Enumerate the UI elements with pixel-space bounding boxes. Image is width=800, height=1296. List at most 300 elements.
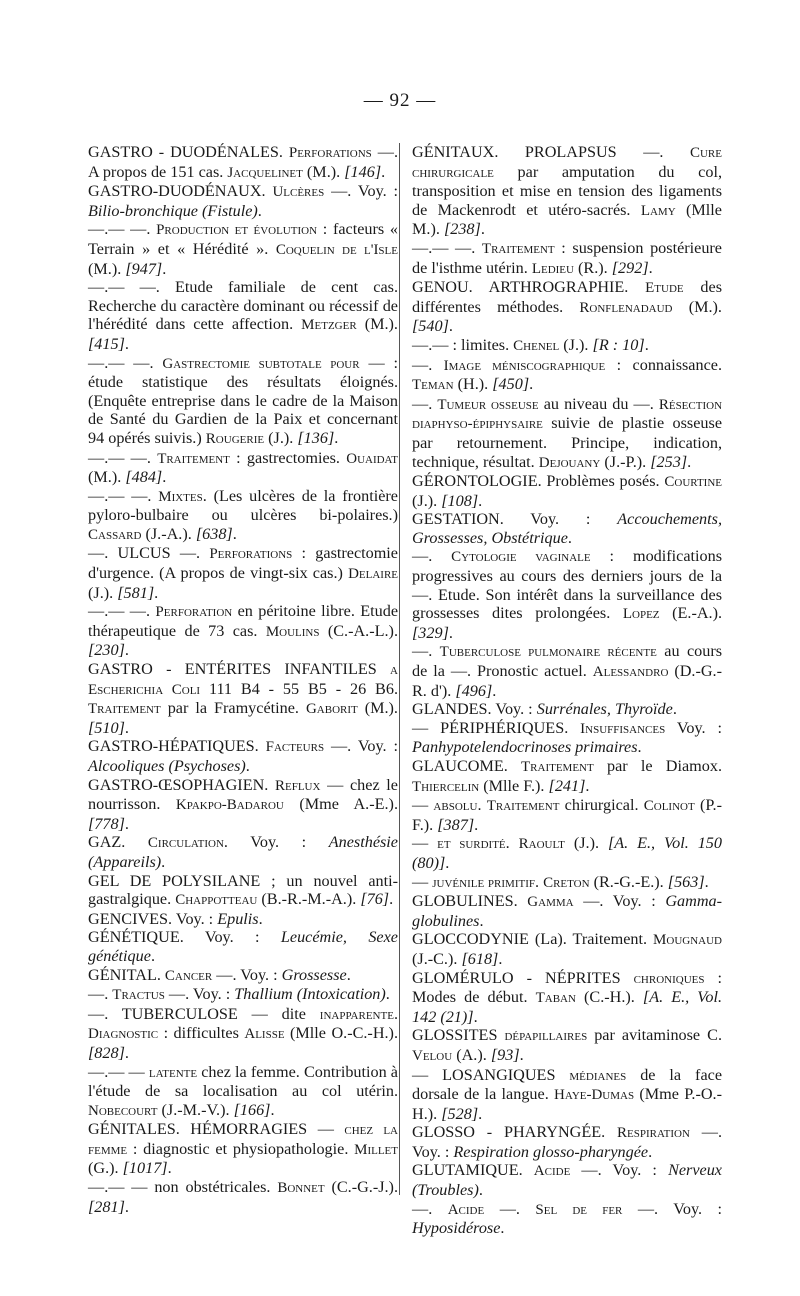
entry-text: : difficultes bbox=[158, 1024, 245, 1043]
entry-smallcaps-text: Ronflenadaud bbox=[579, 299, 673, 316]
entry-smallcaps-text: Tuberculose pulmonaire récente bbox=[439, 644, 657, 661]
index-entry bbox=[88, 602, 398, 660]
entry-text: . bbox=[480, 220, 485, 239]
entry-smallcaps-text: chroniques bbox=[633, 970, 705, 987]
index-entry bbox=[88, 449, 398, 487]
entry-text: . bbox=[567, 528, 572, 547]
entry-italic-text: Anesthésie (Appareils) bbox=[88, 833, 398, 871]
entry-smallcaps-text: Perforations bbox=[209, 546, 293, 563]
entry-text: . bbox=[124, 1043, 129, 1062]
page-number: — 92 — bbox=[363, 90, 437, 111]
entry-text: . bbox=[529, 375, 534, 394]
entry-text: . bbox=[162, 259, 167, 278]
entry-smallcaps-text: Courtine bbox=[664, 474, 722, 491]
entry-text: (C.-A.-L.). bbox=[319, 621, 398, 640]
entry-smallcaps-text: Sel de fer bbox=[535, 1201, 623, 1218]
entry-text: . bbox=[478, 1104, 483, 1123]
entry-heading: GASTRO-ŒSOPHAGIEN. bbox=[88, 775, 275, 794]
entry-text: —. Voy. : bbox=[570, 1161, 669, 1180]
entry-text: . bbox=[124, 641, 129, 660]
entry-heading: GASTRO-HÉPATIQUES. bbox=[88, 737, 266, 756]
entry-smallcaps-text: Résection diaphyso-épiphysaire bbox=[412, 396, 723, 433]
entry-text: —. Voy. : bbox=[324, 737, 398, 756]
entry-heading: —. bbox=[412, 642, 440, 661]
entry-text: —. Voy. : bbox=[573, 892, 666, 911]
entry-heading: GÉNITAUX. PROLAPSUS —. bbox=[412, 143, 690, 161]
entry-italic-text: [281] bbox=[88, 1197, 125, 1216]
entry-text: . bbox=[492, 681, 497, 700]
entry-heading: GLOSSO - PHARYNGÉE. bbox=[412, 1123, 617, 1142]
entry-text: —. bbox=[484, 1199, 536, 1218]
entry-smallcaps-text: inapparente bbox=[319, 1006, 394, 1023]
index-entry bbox=[88, 966, 398, 986]
entry-heading: — bbox=[412, 872, 433, 891]
entry-smallcaps-text: latente bbox=[148, 1064, 198, 1081]
entry-italic-text: Gamma-globulines bbox=[412, 892, 722, 930]
entry-smallcaps-text: Lopez bbox=[622, 606, 660, 623]
entry-text: de la face dorsale de la langue. bbox=[412, 1065, 723, 1104]
entry-text: (M.). bbox=[356, 315, 398, 334]
entry-text: par amputation du col, transposition et mise en tension des ligaments de Mackenrodt et utéro-sacrés. bbox=[412, 162, 722, 219]
index-entry bbox=[88, 182, 398, 220]
entry-text: : connaissance. bbox=[605, 355, 722, 374]
entry-text: : suspension postérieure de l'isthme utérin. bbox=[412, 238, 722, 277]
entry-italic-text: [510] bbox=[88, 718, 125, 737]
entry-smallcaps-text: Cytologie vaginale bbox=[451, 549, 591, 566]
index-entry bbox=[412, 143, 722, 239]
entry-smallcaps-text: Taban bbox=[535, 990, 576, 1007]
entry-heading: GLOMÉRULO - NÉPRITES bbox=[412, 968, 634, 987]
index-entry bbox=[412, 796, 722, 834]
entry-smallcaps-text: Circulation bbox=[147, 835, 224, 852]
entry-italic-text: [387] bbox=[437, 815, 475, 834]
entry-smallcaps-text: Cure chirurgicale bbox=[412, 145, 722, 181]
entry-text: . bbox=[448, 317, 453, 336]
entry-text: (Mme P.-O.-H.). bbox=[412, 1085, 722, 1123]
entry-heading: GEL DE POLYSILANE ; un nouvel anti-gastralgique. bbox=[88, 871, 398, 909]
entry-text: . (Les ulcères de la frontière pyloro-bulbaire ou ulcères bi-polaires.) bbox=[88, 486, 398, 525]
entry-heading: GÉRONTOLOGIE. Problèmes posés. bbox=[412, 472, 665, 491]
index-entry bbox=[88, 487, 398, 545]
entry-text: —. Voy. : bbox=[412, 1123, 722, 1161]
entry-heading: GLUTAMIQUE. bbox=[412, 1161, 534, 1180]
entry-italic-text: [253] bbox=[650, 452, 688, 471]
entry-smallcaps-text: Image méniscographique bbox=[443, 357, 606, 374]
entry-text: . bbox=[500, 1219, 505, 1238]
entry-text: (M.). bbox=[302, 162, 345, 181]
entry-smallcaps-text: Lamy bbox=[640, 202, 676, 219]
entry-heading: GLOBULINES. bbox=[412, 892, 528, 911]
entry-smallcaps-text: Thiercelin bbox=[412, 778, 480, 795]
entry-text: (C.-G.-J.). bbox=[324, 1178, 398, 1197]
entry-text: . bbox=[473, 1007, 478, 1026]
entry-text: (M.). bbox=[88, 468, 126, 487]
entry-smallcaps-text: Delaire bbox=[348, 566, 398, 583]
index-entry bbox=[88, 354, 398, 449]
entry-text: (G.). bbox=[88, 1159, 123, 1178]
entry-text: : Modes de début. bbox=[412, 968, 722, 1007]
entry-text: (B.-R.-M.-A.). bbox=[257, 890, 361, 909]
entry-heading: GASTRO - ENTÉRITES INFANTILES bbox=[88, 660, 391, 679]
entry-text: . bbox=[648, 1142, 653, 1161]
index-entry bbox=[88, 833, 398, 871]
index-entry bbox=[412, 510, 722, 547]
index-column-right bbox=[412, 143, 722, 1238]
index-entry bbox=[412, 1026, 722, 1065]
index-entry bbox=[88, 1005, 398, 1063]
index-entry bbox=[88, 143, 398, 182]
entry-text: —. Voy. : bbox=[164, 985, 235, 1004]
entry-text: : modifications progressives au cours des derniers jours de la —. Etude. Son intérêt dans la surveillance des grossesses dites prolongées. bbox=[412, 547, 723, 623]
entry-text: (E.-A.). bbox=[659, 604, 723, 623]
entry-smallcaps-text: Mixtes bbox=[158, 488, 203, 505]
entry-smallcaps-text: Moulins bbox=[265, 623, 320, 640]
index-entry bbox=[412, 969, 722, 1027]
entry-text: (J.-P.). bbox=[600, 452, 651, 471]
entry-smallcaps-text: Tractus bbox=[112, 987, 165, 1004]
entry-italic-text: [638] bbox=[195, 524, 233, 543]
entry-text: . bbox=[346, 965, 351, 984]
entry-smallcaps-text: Production et évolution bbox=[156, 222, 318, 239]
index-entry bbox=[412, 1200, 722, 1238]
entry-text: par avitaminose C. bbox=[587, 1026, 722, 1045]
entry-text: . bbox=[162, 468, 167, 487]
index-entry bbox=[88, 660, 398, 737]
entry-text: (P.-F.). bbox=[412, 796, 722, 834]
entry-text: . bbox=[477, 796, 487, 815]
entry-text: : diagnostic et physiopathologie. bbox=[127, 1139, 355, 1158]
entry-text: . bbox=[474, 815, 479, 834]
entry-italic-text: [496] bbox=[455, 681, 493, 700]
entry-italic-text: Accouchements, Grossesses, Obstétrique bbox=[412, 510, 722, 547]
entry-text: (Mme A.-E.). bbox=[283, 795, 398, 814]
entry-italic-text: [238] bbox=[443, 220, 481, 239]
index-entry bbox=[412, 719, 722, 757]
entry-heading: GESTATION. Voy. : bbox=[412, 510, 618, 529]
entry-smallcaps-text: Traitement bbox=[481, 240, 555, 257]
entry-smallcaps-text: Ouaidat bbox=[346, 450, 399, 467]
entry-text: . bbox=[478, 1181, 483, 1200]
entry-text: (J.). bbox=[564, 834, 608, 853]
entry-text: . bbox=[704, 872, 709, 891]
entry-text: (M.). bbox=[357, 699, 398, 718]
entry-italic-text: [947] bbox=[125, 259, 163, 278]
index-entry bbox=[412, 930, 722, 968]
entry-text: . bbox=[161, 852, 166, 871]
entry-text: (M.). bbox=[88, 259, 126, 278]
entry-smallcaps-text: Etude bbox=[645, 280, 684, 297]
entry-italic-text: [146] bbox=[344, 162, 382, 181]
entry-smallcaps-text: et surdité bbox=[437, 836, 506, 853]
entry-heading: GASTRO-DUODÉNAUX. bbox=[88, 182, 273, 201]
entry-text: . bbox=[585, 776, 590, 795]
entry-heading: —.— —. bbox=[88, 602, 156, 621]
entry-text: —. Voy. : bbox=[622, 1199, 723, 1218]
entry-text: —. A propos de 151 cas. bbox=[88, 143, 398, 181]
entry-text: . bbox=[245, 757, 250, 775]
entry-text: —. Voy. : bbox=[212, 965, 282, 984]
entry-heading: GAZ. bbox=[88, 833, 148, 852]
entry-heading: —. bbox=[412, 355, 444, 374]
entry-heading: —. ULCUS —. bbox=[88, 544, 210, 563]
entry-text: (D.-G.-R. d'). bbox=[412, 662, 722, 700]
entry-smallcaps-text: chez la femme bbox=[88, 1122, 398, 1158]
entry-text: . bbox=[498, 949, 503, 968]
entry-text: (Mlle M.). bbox=[412, 200, 722, 239]
entry-smallcaps-text: Bonnet bbox=[277, 1180, 325, 1197]
column-divider bbox=[399, 143, 400, 1195]
index-entry bbox=[412, 834, 722, 872]
entry-smallcaps-text: a Escherichia Coli bbox=[88, 662, 398, 698]
entry-text: . bbox=[167, 1159, 172, 1178]
entry-text: chez la femme. Contribution à l'étude de sa localisation au col utérin. bbox=[88, 1062, 398, 1101]
entry-italic-text: Respiration glosso-pharyngée bbox=[453, 1142, 649, 1161]
entry-italic-text: [76] bbox=[360, 890, 390, 909]
entry-text: des différentes méthodes. bbox=[412, 278, 722, 316]
entry-heading: —. bbox=[412, 547, 452, 566]
entry-text: . bbox=[232, 524, 237, 543]
index-entry bbox=[412, 1066, 722, 1124]
entry-text: — : étude statistique des résultats éloignés. (Enquête entreprise dans le cadre de la Maison de Santé du Gardien de la Paix et concernant 94 opérés suivis.) bbox=[88, 353, 399, 447]
entry-heading: —. bbox=[412, 1199, 448, 1218]
entry-text: (Mlle O.-C.-H.). bbox=[284, 1024, 398, 1043]
entry-italic-text: Alcooliques (Psychoses) bbox=[88, 757, 246, 775]
index-entry bbox=[412, 700, 722, 719]
entry-heading: GENOU. ARTHROGRAPHIE. bbox=[412, 278, 646, 297]
entry-smallcaps-text: Traitement bbox=[486, 798, 560, 815]
entry-text: . bbox=[648, 258, 653, 277]
index-entry bbox=[412, 873, 722, 893]
entry-text: (Mlle F.). bbox=[479, 776, 549, 795]
entry-smallcaps-text: Ulcères bbox=[272, 184, 325, 201]
entry-text: (M.). bbox=[672, 297, 722, 316]
entry-italic-text: [93] bbox=[490, 1045, 520, 1064]
index-entry bbox=[88, 910, 398, 929]
entry-text: suivie de plastie osseuse par retournement. Principe, indication, technique, résultat. bbox=[412, 414, 722, 471]
entry-smallcaps-text: Perforation bbox=[155, 604, 233, 621]
entry-italic-text: [563] bbox=[667, 872, 705, 891]
entry-heading: —.— —. bbox=[88, 353, 163, 372]
entry-text: en péritoine libre. Etude thérapeutique de 73 cas. bbox=[88, 602, 399, 640]
entry-text: au niveau du —. bbox=[538, 394, 659, 413]
entry-italic-text: [415] bbox=[88, 334, 125, 353]
entry-text: . bbox=[505, 834, 519, 853]
entry-heading: GLANDES. Voy. : bbox=[412, 700, 537, 719]
entry-smallcaps-text: Colinot bbox=[643, 798, 695, 815]
entry-smallcaps-text: Chappotteau bbox=[175, 892, 258, 909]
entry-text: (J.-M.-V.). bbox=[157, 1100, 234, 1119]
entry-text: . bbox=[258, 909, 263, 928]
index-entry bbox=[412, 892, 722, 930]
entry-text: . bbox=[124, 1197, 129, 1216]
entry-text: . bbox=[672, 700, 677, 719]
entry-text: . bbox=[637, 738, 642, 757]
entry-smallcaps-text: Traitement bbox=[88, 701, 161, 718]
entry-italic-text: [A. E., Vol. 150 (80)] bbox=[412, 834, 722, 872]
entry-heading: — PÉRIPHÉRIQUES. bbox=[412, 718, 581, 737]
index-entry bbox=[412, 356, 722, 395]
entry-heading: GÉNITAL. bbox=[88, 965, 165, 984]
index-entry bbox=[88, 776, 398, 834]
entry-smallcaps-text: dépapillaires bbox=[504, 1028, 588, 1045]
entry-heading: —. bbox=[412, 394, 438, 413]
entry-heading: —.— —. Etude familiale de cent cas. Recherche du caractère dominant ou récessif de l'hérédité dans cette affection. bbox=[88, 278, 398, 334]
entry-text: . bbox=[519, 1045, 524, 1064]
index-entry bbox=[412, 336, 722, 356]
entry-italic-text: [166] bbox=[233, 1100, 271, 1119]
entry-text: : facteurs « Terrain » et « Hérédité ». bbox=[88, 220, 398, 258]
entry-text: . bbox=[124, 814, 129, 833]
index-entry bbox=[412, 239, 722, 278]
entry-smallcaps-text: Perforations bbox=[288, 145, 372, 161]
entry-text: . bbox=[381, 162, 386, 181]
entry-text: . bbox=[334, 428, 339, 447]
entry-text: chirurgical. bbox=[559, 796, 644, 815]
entry-italic-text: Grossesse bbox=[281, 965, 347, 984]
entry-italic-text: Leucémie, Sexe génétique bbox=[88, 928, 398, 965]
entry-italic-text: [581] bbox=[117, 583, 155, 602]
entry-heading: —.— — bbox=[88, 1062, 149, 1081]
entry-heading: — LOSANGIQUES bbox=[412, 1065, 570, 1084]
index-entry bbox=[88, 1120, 398, 1178]
entry-text: . bbox=[385, 985, 390, 1004]
index-entry bbox=[88, 278, 398, 353]
entry-heading: —.— —. bbox=[88, 486, 159, 505]
entry-heading: GÉNÉTIQUE. Voy. : bbox=[88, 928, 281, 947]
entry-smallcaps-text: Chenel bbox=[513, 337, 560, 354]
entry-text: (J.). bbox=[88, 583, 118, 602]
entry-smallcaps-text: Traitement bbox=[157, 450, 230, 467]
entry-smallcaps-text: Alessandro bbox=[592, 664, 669, 681]
entry-italic-text: [828] bbox=[88, 1043, 125, 1062]
index-entry bbox=[88, 928, 398, 965]
entry-text: . bbox=[534, 872, 544, 891]
entry-italic-text: [241] bbox=[548, 776, 586, 795]
entry-smallcaps-text: Cassard bbox=[88, 526, 142, 543]
index-column-left bbox=[88, 143, 398, 1216]
entry-text: . bbox=[644, 335, 649, 354]
entry-text: . bbox=[448, 623, 453, 642]
entry-text: — chez le nourrisson. bbox=[88, 775, 398, 814]
entry-text: par la Framycétine. bbox=[160, 699, 306, 718]
entry-text: . bbox=[479, 911, 484, 930]
entry-italic-text: [230] bbox=[88, 641, 125, 660]
entry-smallcaps-text: Respiration bbox=[616, 1125, 690, 1142]
entry-italic-text: [329] bbox=[412, 623, 449, 642]
entry-heading: — bbox=[412, 796, 434, 815]
entry-text: . bbox=[154, 583, 159, 602]
entry-smallcaps-text: Millet bbox=[354, 1141, 398, 1158]
index-entry bbox=[412, 642, 722, 700]
entry-italic-text: [136] bbox=[297, 428, 335, 447]
entry-heading: —.— : limites. bbox=[412, 335, 514, 354]
index-entry bbox=[88, 737, 398, 775]
entry-smallcaps-text: Tumeur osseuse bbox=[437, 396, 539, 413]
entry-italic-text: Thallium (Intoxication) bbox=[234, 985, 386, 1004]
entry-smallcaps-text: Teman bbox=[412, 377, 454, 394]
entry-text: . Voy. : bbox=[223, 833, 329, 852]
entry-text: (H.). bbox=[453, 375, 493, 394]
entry-text: . bbox=[257, 201, 262, 220]
index-entry bbox=[412, 547, 722, 642]
index-entry bbox=[412, 757, 722, 796]
entry-heading: GÉNITALES. HÉMORRAGIES — bbox=[88, 1120, 345, 1139]
entry-heading: —.— —. bbox=[412, 238, 482, 257]
entry-text: au cours de la —. Pronostic actuel. bbox=[412, 642, 723, 681]
entry-heading: —.— —. bbox=[88, 448, 158, 467]
entry-text: 111 B4 - 55 B5 - 26 B6. bbox=[200, 679, 398, 698]
entry-smallcaps-text: Coquelin de l'Isle bbox=[275, 241, 398, 258]
entry-italic-text: Nerveux (Troubles) bbox=[412, 1161, 722, 1200]
entry-italic-text: Surrénales, Thyroïde bbox=[536, 700, 673, 719]
entry-smallcaps-text: Cancer bbox=[164, 967, 213, 984]
entry-smallcaps-text: Kpakpo-Badarou bbox=[175, 797, 284, 814]
entry-text: . bbox=[270, 1100, 275, 1119]
entry-italic-text: [528] bbox=[441, 1104, 479, 1123]
entry-text: . bbox=[150, 946, 155, 965]
entry-smallcaps-text: absolu bbox=[433, 798, 478, 815]
index-entry bbox=[412, 472, 722, 510]
entry-text: . bbox=[478, 491, 483, 510]
entry-smallcaps-text: médianes bbox=[569, 1067, 627, 1084]
entry-italic-text: [484] bbox=[125, 468, 163, 487]
entry-smallcaps-text: Reflux bbox=[275, 777, 321, 794]
entry-heading: —. bbox=[88, 985, 113, 1004]
entry-text: (R.). bbox=[573, 258, 612, 277]
entry-italic-text: [540] bbox=[412, 317, 449, 336]
entry-smallcaps-text: Acide bbox=[447, 1201, 485, 1218]
entry-smallcaps-text: Ledieu bbox=[531, 260, 574, 277]
entry-smallcaps-text: Haye-Dumas bbox=[554, 1087, 635, 1104]
entry-smallcaps-text: Diagnostic bbox=[88, 1026, 159, 1043]
entry-smallcaps-text: Mougnaud bbox=[653, 932, 722, 949]
entry-text: Voy. : bbox=[665, 718, 722, 737]
index-entry bbox=[88, 544, 398, 602]
index-entry bbox=[88, 1178, 398, 1216]
entry-text: . bbox=[124, 718, 129, 737]
entry-italic-text: [618] bbox=[461, 949, 499, 968]
index-entry bbox=[88, 985, 398, 1005]
entry-italic-text: Panhypotelendocrinoses primaires bbox=[412, 738, 638, 757]
entry-smallcaps-text: juvénile primitif bbox=[432, 874, 535, 891]
entry-text: . bbox=[389, 890, 394, 909]
entry-italic-text: [R : 10] bbox=[592, 335, 645, 354]
entry-smallcaps-text: Raoult bbox=[518, 836, 565, 853]
index-entry bbox=[412, 1161, 722, 1199]
entry-italic-text: [450] bbox=[492, 375, 530, 394]
entry-italic-text: [1017] bbox=[122, 1159, 168, 1178]
entry-smallcaps-text: Metzger bbox=[301, 317, 357, 334]
entry-heading: —.— —. bbox=[88, 220, 157, 239]
entry-italic-text: Hyposidérose bbox=[412, 1219, 501, 1238]
entry-smallcaps-text: Gamma bbox=[527, 894, 574, 911]
entry-text: (R.-G.-E.). bbox=[589, 872, 668, 891]
entry-text: . bbox=[124, 334, 129, 353]
entry-smallcaps-text: Facteurs bbox=[265, 739, 325, 756]
entry-smallcaps-text: Acide bbox=[533, 1163, 571, 1180]
entry-text: (J.-C.). bbox=[412, 949, 462, 968]
entry-text: —. Voy. : bbox=[324, 182, 398, 201]
entry-heading: GLAUCOME. bbox=[412, 757, 522, 775]
entry-text: . bbox=[687, 452, 692, 471]
entry-italic-text: [108] bbox=[441, 491, 479, 510]
index-entry bbox=[88, 872, 398, 910]
entry-italic-text: Bilio-bronchique (Fistule) bbox=[88, 201, 258, 220]
entry-italic-text: [778] bbox=[88, 814, 125, 833]
entry-text: (J.). bbox=[412, 491, 442, 510]
entry-heading: — bbox=[412, 834, 438, 853]
entry-heading: GASTRO - DUODÉNALES. bbox=[88, 143, 289, 161]
